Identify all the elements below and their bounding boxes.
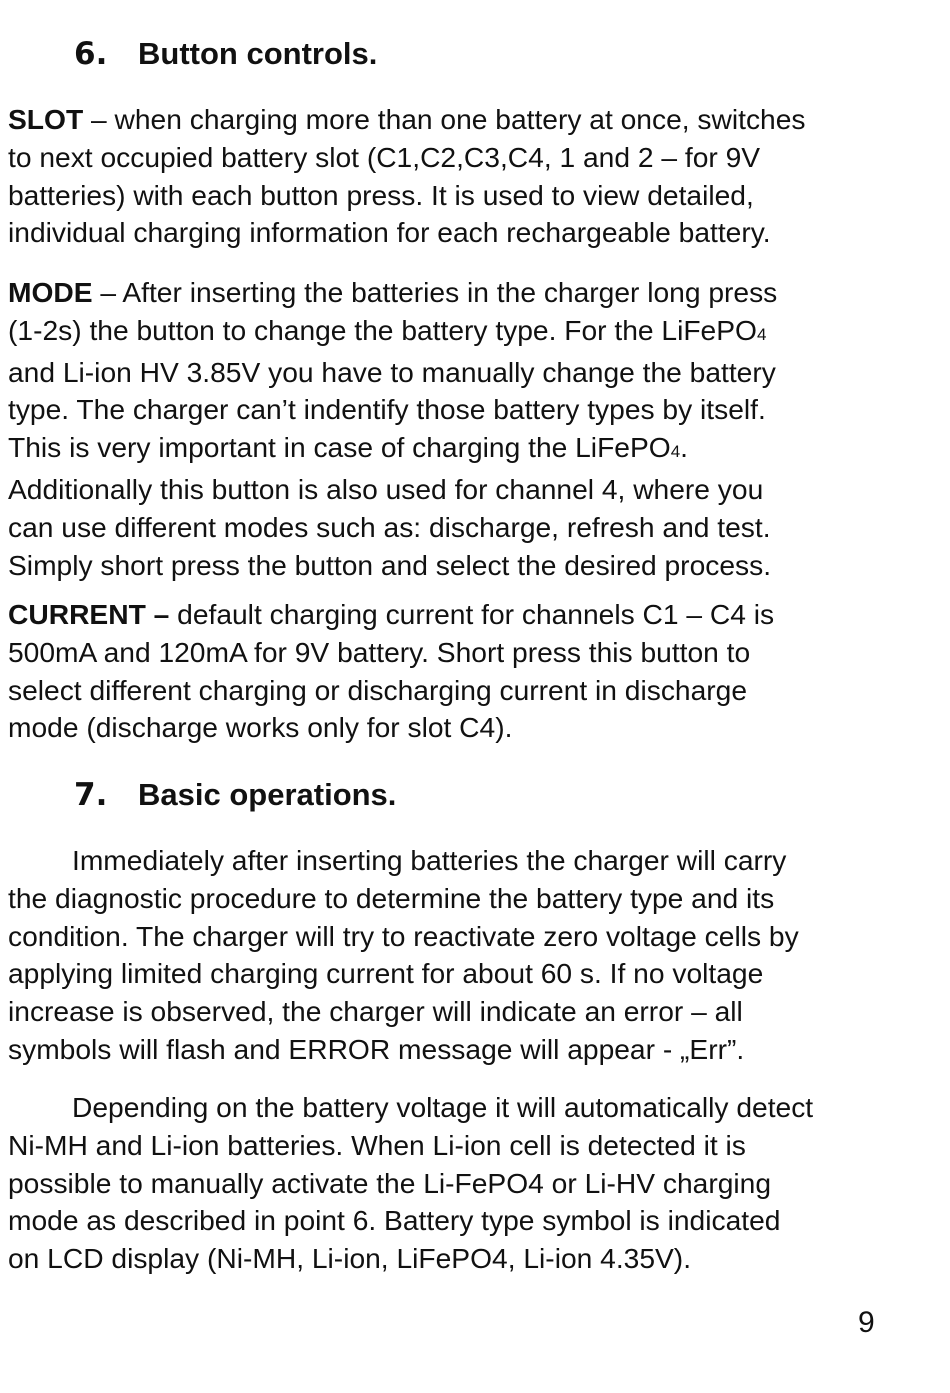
current-line-1: default charging current for channels C1 – C4 is: [169, 598, 775, 630]
mode-line-4: type. The charger can’t indentify those battery types by itself.: [8, 393, 766, 426]
current-line-4: mode (discharge works only for slot C4).: [8, 711, 513, 744]
slot-label: SLOT: [8, 103, 84, 135]
section-7-title: Basic operations.: [138, 777, 397, 812]
mode-subscript-1: 4: [756, 324, 767, 344]
mode-line-7: can use different modes such as: discharge, refresh and test.: [8, 510, 771, 543]
basic-p2-line-4: mode as described in point 6. Battery type symbol is indicated: [8, 1204, 781, 1237]
mode-label: MODE: [8, 276, 93, 308]
slot-line-2: to next occupied battery slot (C1,C2,C3,C4, 1 and 2 – for 9V: [8, 140, 761, 173]
current-label: CURRENT –: [8, 598, 170, 630]
basic-p1-line-4: applying limited charging current for about 60 s. If no voltage: [8, 957, 764, 990]
slot-line-1: – when charging more than one battery at once, switches: [83, 103, 806, 135]
slot-line-3: batteries) with each button press. It is used to view detailed,: [8, 178, 754, 211]
basic-operations-paragraph-1: [8, 842, 938, 1069]
section-7-number: 7.: [74, 777, 108, 813]
section-6-title: Button controls.: [138, 36, 378, 71]
current-line-2: 500mA and 120mA for 9V battery. Short press this button to: [8, 635, 751, 668]
basic-p1-line-1: Immediately after inserting batteries the charger will carry: [72, 844, 787, 876]
basic-p1-line-3: condition. The charger will try to reactivate zero voltage cells by: [8, 919, 799, 952]
mode-line-6: Additionally this button is also used for channel 4, where you: [8, 472, 764, 505]
mode-description: [8, 274, 938, 584]
mode-line-5-end: .: [680, 431, 689, 464]
basic-p1-line-6: symbols will flash and ERROR message will appear - „Err”.: [8, 1032, 745, 1065]
mode-line-5: This is very important in case of charging the LiFePO: [8, 431, 671, 464]
slot-description: [8, 101, 938, 252]
mode-line-2: (1-2s) the button to change the battery type. For the LiFePO: [8, 313, 757, 346]
slot-line-4: individual charging information for each rechargeable battery.: [8, 216, 771, 249]
mode-line-3: and Li-ion HV 3.85V you have to manually change the battery: [8, 355, 776, 388]
basic-p2-line-2: Ni-MH and Li-ion batteries. When Li-ion cell is detected it is: [8, 1128, 746, 1161]
page-number: 9: [858, 1306, 875, 1339]
current-line-3: select different charging or discharging current in discharge: [8, 673, 748, 706]
section-7-heading: [74, 777, 396, 813]
basic-operations-paragraph-2: [8, 1089, 938, 1278]
mode-line-8: Simply short press the button and select the desired process.: [8, 548, 772, 581]
section-6-number: 6.: [74, 36, 108, 72]
basic-p1-line-5: increase is observed, the charger will indicate an error – all: [8, 995, 743, 1028]
basic-p2-line-5: on LCD display (Ni-MH, Li-ion, LiFePO4, Li-ion 4.35V).: [8, 1242, 692, 1275]
section-6-heading: [74, 36, 377, 72]
basic-p1-line-2: the diagnostic procedure to determine the battery type and its: [8, 881, 775, 914]
current-description: [8, 596, 938, 747]
mode-subscript-2: 4: [670, 442, 681, 462]
basic-p2-line-1: Depending on the battery voltage it will automatically detect: [72, 1091, 814, 1123]
basic-p2-line-3: possible to manually activate the Li-FePO4 or Li-HV charging: [8, 1166, 772, 1199]
mode-line-1: – After inserting the batteries in the charger long press: [92, 276, 778, 308]
